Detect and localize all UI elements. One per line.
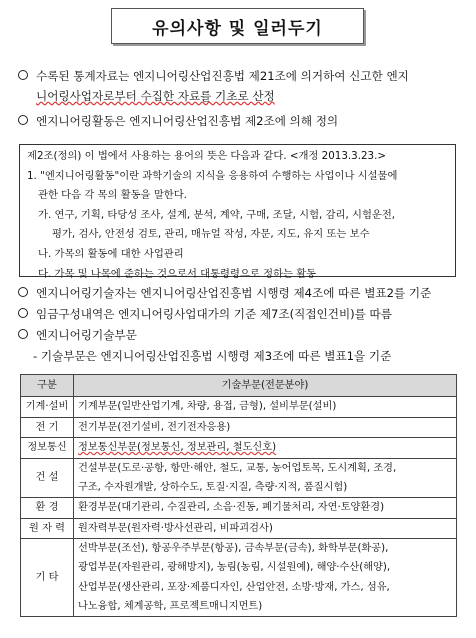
definition-line: 다. 가목 및 나목에 준하는 것으로서 대통령령으로 정하는 활동 [38, 267, 317, 280]
definition-line: 제2조(정의) 이 법에서 사용하는 용어의 뜻은 다음과 같다. <개정 2013.3.23.> [27, 150, 386, 162]
table-header-category: 구분 [21, 375, 74, 397]
bullet-activity-text: 엔지니어링활동은 엔지니어링산업진흥법 제2조에 의해 정의 [36, 114, 339, 128]
table-cell-field [74, 539, 457, 617]
bullet-tech-sector [18, 327, 137, 344]
circle-bullet-icon [18, 329, 28, 339]
bullet-statistics-line2: 니어링사업자로부터 수집한 자료를 기초로 산정 [36, 89, 275, 103]
definition-line: 관한 다음 각 목의 활동을 말한다. [38, 189, 187, 202]
bullet-tech-sector-text: 엔지니어링기술부문 [36, 328, 137, 342]
bullet-statistics-cont [36, 88, 275, 105]
table-cell-category: 원 자 력 [21, 518, 74, 539]
bullet-engineer [18, 285, 431, 302]
table-cell-field [74, 438, 457, 459]
definition-box [19, 144, 456, 280]
circle-bullet-icon [18, 308, 28, 318]
table-cell-category: 건 설 [21, 458, 74, 498]
table-row [21, 539, 457, 617]
table-cell-category: 환 경 [21, 498, 74, 519]
table-row [21, 458, 457, 498]
table-cell-category: 정보통신 [21, 438, 74, 459]
table-cell-category: 전 기 [21, 417, 74, 438]
table-cell-category: 기계·설비 [21, 397, 74, 418]
table-row [21, 417, 457, 438]
table-cell-field-line: 구조, 수자원개발, 상하수도, 토질·지질, 측량·지적, 품질시험) [78, 481, 348, 493]
bullet-engineer-text: 엔지니어링기술자는 엔지니어링산업진흥법 시행령 제4조에 따른 별표2를 기준 [36, 286, 432, 300]
table-cell-field-line: 건설부문(도로·공항, 항만·해안, 철도, 교통, 농어업토목, 도시계획, 조경, [78, 462, 397, 474]
table-row [21, 438, 457, 459]
sub-item: - 기술부문은 엔지니어링산업진흥법 시행령 제3조에 따른 별표1을 기준 [33, 349, 392, 363]
table-cell-field-line: 산업부문(생산관리, 포장·제품디자인, 산업안전, 소방·방재, 가스, 섬유, [78, 581, 390, 593]
definition-line: 나. 가목의 활동에 대한 사업관리 [38, 247, 184, 260]
circle-bullet-icon [18, 115, 28, 125]
table-row [21, 397, 457, 418]
circle-bullet-icon [18, 287, 28, 297]
table-cell-field-text: 정보통신부문(정보통신, 정보관리, 철도신호) [78, 442, 277, 453]
page-title: 유의사항 및 일러두기 [152, 18, 323, 39]
title-box [111, 8, 364, 44]
bullet-statistics [18, 68, 409, 85]
table-row [21, 498, 457, 519]
bullet-activity [18, 113, 338, 130]
table-cell-field-line: 나노융합, 체계공학, 프로젝트매니지먼트) [78, 600, 263, 612]
bullet-statistics-line1: 수록된 통계자료는 엔지니어링산업진흥법 제21조에 의거하여 신고한 엔지 [36, 69, 409, 83]
table-header-row [21, 375, 457, 397]
table-cell-field: 환경부문(대기관리, 수질관리, 소음·진동, 폐기물처리, 자연·토양환경) [74, 498, 457, 519]
table-header-field: 기술부문(전문분야) [74, 375, 457, 397]
definition-line: 1. "엔지니어링활동"이란 과학기술의 지식을 응용하여 수행하는 사업이나 시설물에 [27, 169, 398, 182]
table-row [21, 518, 457, 539]
table-cell-field: 전기부문(전기설비, 전기전자응용) [74, 417, 457, 438]
table-cell-field: 기계부문(일반산업기계, 차량, 용접, 금형), 설비부문(설비) [74, 397, 457, 418]
table-cell-field-line: 광업부문(자원관리, 광해방지), 농림(농림, 시설원예), 해양·수산(해양), [78, 562, 391, 574]
table-cell-field [74, 458, 457, 498]
table-cell-category: 기 타 [21, 539, 74, 617]
tech-sector-table [20, 374, 457, 617]
circle-bullet-icon [18, 70, 28, 80]
definition-line: 평가, 검사, 안전성 검토, 관리, 매뉴얼 작성, 자문, 지도, 유지 또는 보수 [52, 228, 370, 241]
definition-line: 가. 연구, 기획, 타당성 조사, 설계, 분석, 계약, 구매, 조달, 시험, 감리, 시험운전, [38, 208, 396, 221]
bullet-wage [18, 306, 392, 323]
table-cell-field: 원자력부문(원자력·방사선관리, 비파괴검사) [74, 518, 457, 539]
table-cell-field-line: 선박부문(조선), 항공우주부문(항공), 금속부문(금속), 화학부문(화공), [78, 543, 389, 555]
bullet-wage-text: 임금구성내역은 엔지니어링사업대가의 기준 제7조(직접인건비)를 따름 [36, 307, 392, 321]
